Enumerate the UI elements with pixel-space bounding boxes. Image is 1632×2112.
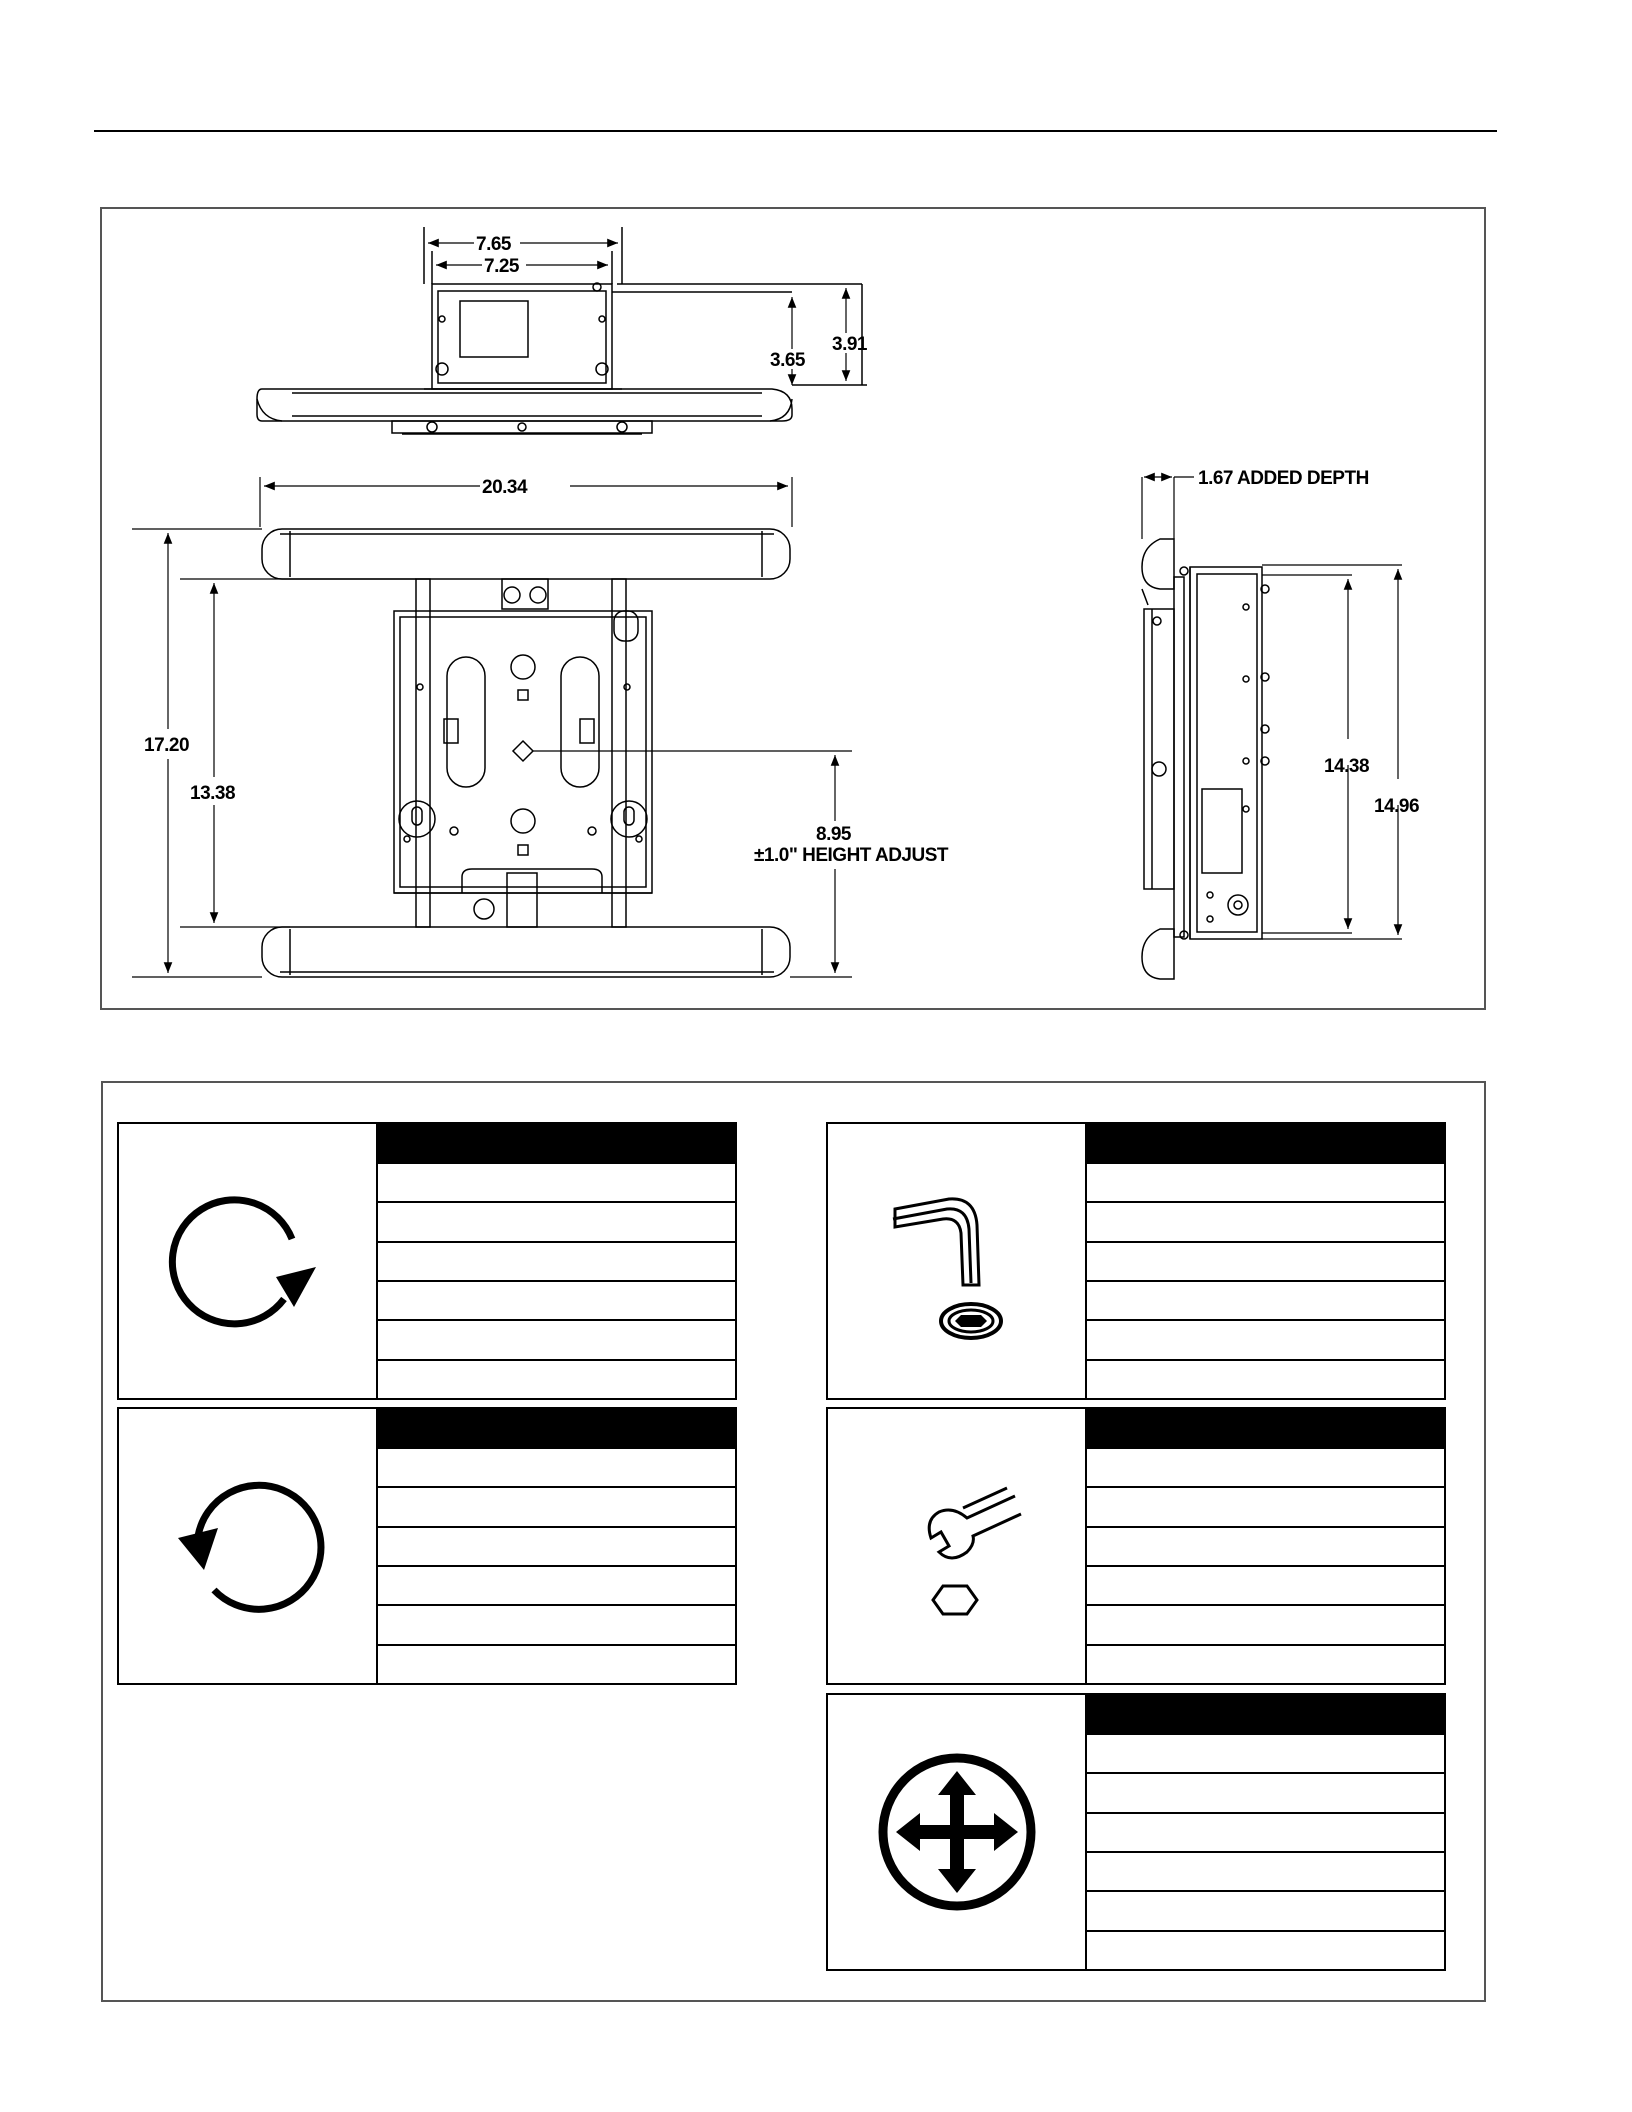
table-header [1087,1124,1444,1162]
legend-card-rotate-clockwise [117,1122,737,1400]
table-row [378,1241,735,1280]
table-row [1087,1851,1444,1890]
wrench-icon [877,1466,1037,1626]
table-header [1087,1409,1444,1447]
top-view [257,227,867,434]
table-row [1087,1359,1444,1398]
table-row [1087,1319,1444,1358]
dim-height-adjust: ±1.0" HEIGHT ADJUST [754,845,948,866]
table-row [1087,1812,1444,1851]
dim-side-added-depth: 1.67 ADDED DEPTH [1198,468,1369,489]
table-row [378,1201,735,1240]
dim-top-width-inner: 7.25 [484,256,519,277]
table-row [1087,1526,1444,1565]
table-row [378,1162,735,1201]
table-row [1087,1604,1444,1643]
legend-table [1087,1409,1444,1683]
dim-front-center-height: 8.95 [816,824,851,845]
table-row [1087,1162,1444,1201]
icon-cell [119,1409,378,1683]
front-view [262,529,790,977]
icon-cell [828,1409,1087,1683]
adjust-move-icon [872,1747,1042,1917]
table-row [1087,1447,1444,1486]
dim-front-inner-height: 13.38 [190,783,236,804]
legend-card-adjust [826,1693,1446,1971]
rotate-counterclockwise-icon [168,1466,328,1626]
table-header [378,1409,735,1447]
icon-cell [828,1124,1087,1398]
side-view-dimension-lines [1142,477,1402,939]
header-rule [94,130,1497,132]
table-row [1087,1644,1444,1683]
dim-side-outer-height: 14.96 [1374,796,1420,817]
legend-card-wrench [826,1407,1446,1685]
table-row [378,1447,735,1486]
table-row [378,1526,735,1565]
table-row [1087,1201,1444,1240]
table-row [378,1359,735,1398]
table-header [1087,1695,1444,1733]
dimension-drawing-panel [100,207,1486,1010]
icon-cell [828,1695,1087,1969]
dim-top-height-outer: 3.91 [832,334,867,355]
table-row [1087,1930,1444,1969]
table-row [378,1486,735,1525]
dim-top-width-outer: 7.65 [476,234,511,255]
table-row [1087,1890,1444,1929]
side-view [1142,539,1269,979]
rotate-clockwise-icon [168,1181,328,1341]
table-row [1087,1486,1444,1525]
table-row [378,1604,735,1643]
legend-table [1087,1695,1444,1969]
dim-side-inner-height: 14.38 [1324,756,1370,777]
hex-key-icon [877,1181,1037,1341]
legend-table [1087,1124,1444,1398]
dimension-drawing [102,209,1484,1008]
icon-cell [119,1124,378,1398]
table-row [1087,1280,1444,1319]
legend-table [378,1124,735,1398]
table-row [1087,1241,1444,1280]
table-row [378,1644,735,1683]
table-row [1087,1733,1444,1772]
dim-front-overall-height: 17.20 [144,735,190,756]
table-row [378,1565,735,1604]
dim-front-overall-width: 20.34 [482,477,528,498]
dim-top-height-inner: 3.65 [770,350,805,371]
table-header [378,1124,735,1162]
legend-table [378,1409,735,1683]
legend-card-hex-key [826,1122,1446,1400]
table-row [378,1280,735,1319]
table-row [1087,1565,1444,1604]
table-row [1087,1772,1444,1811]
table-row [378,1319,735,1358]
legend-card-rotate-counterclockwise [117,1407,737,1685]
